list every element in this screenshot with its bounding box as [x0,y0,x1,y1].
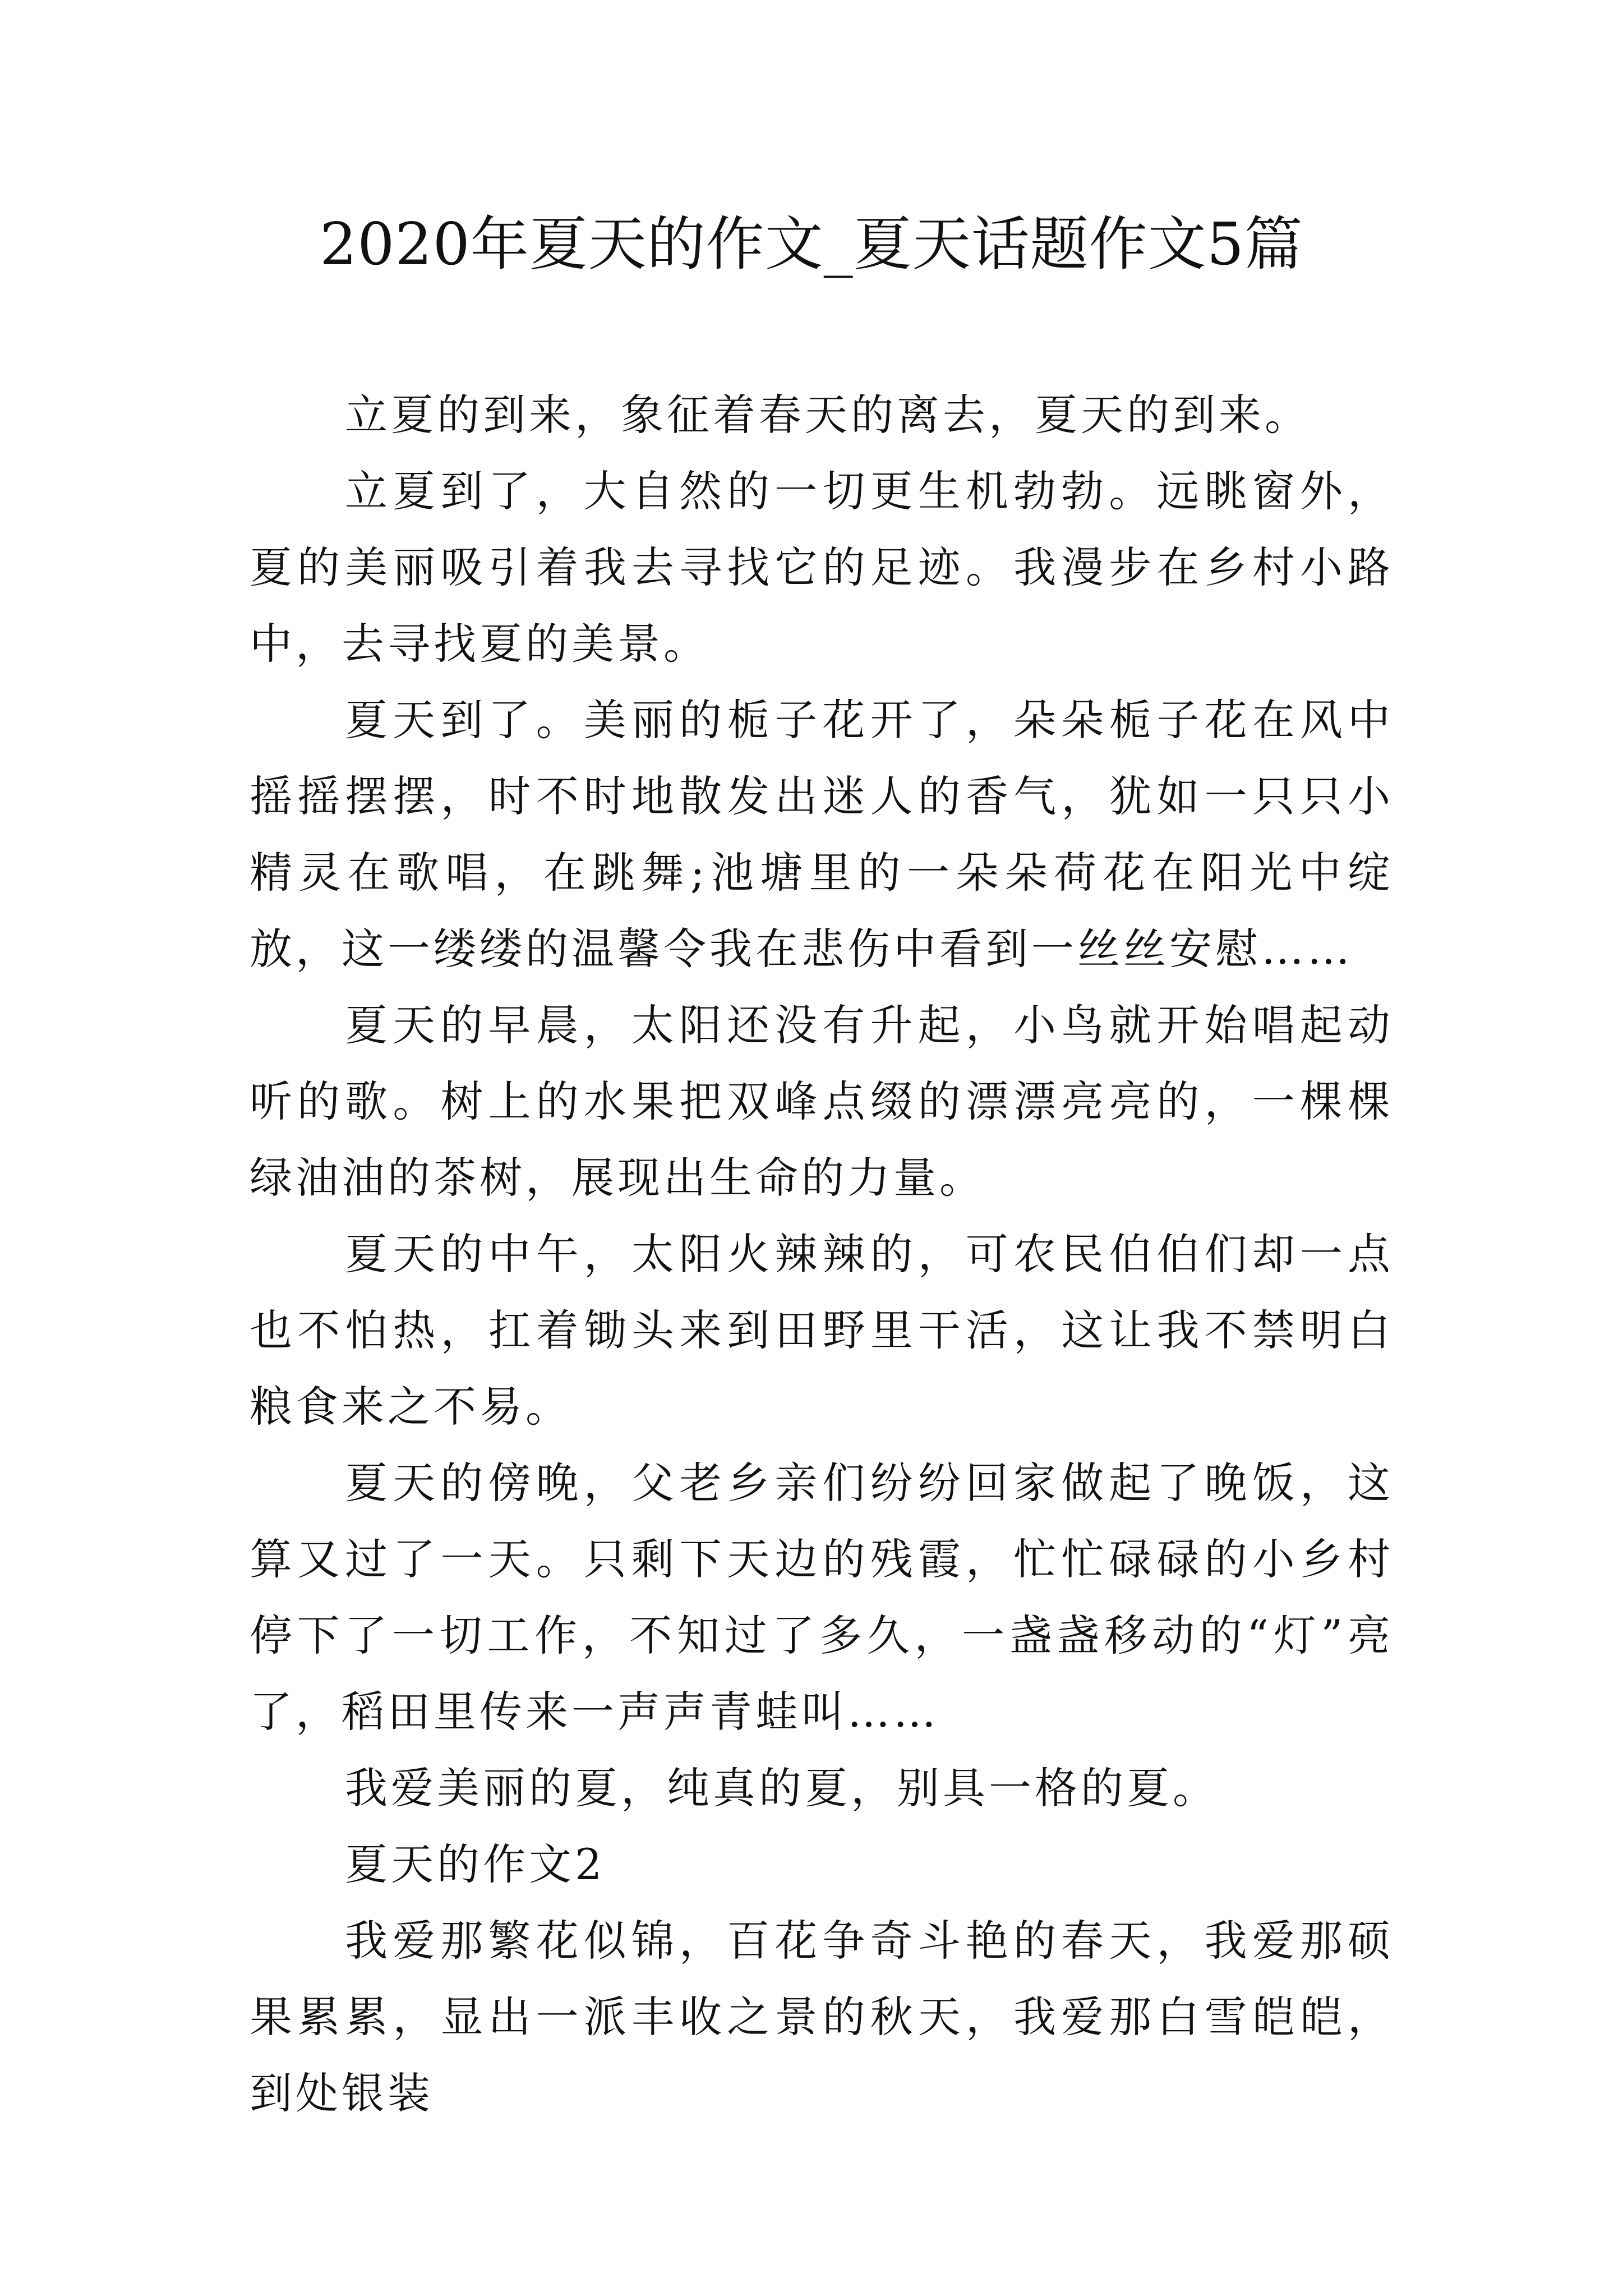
document-body [250,377,1394,2132]
paragraph: 我爱美丽的夏，纯真的夏，别具一格的夏。 [345,1763,1219,1813]
section-heading: 夏天的作文2 [345,1839,606,1889]
paragraph: 夏天的中午，太阳火辣辣的，可农民伯伯们却一点也不怕热，扛着锄头来到田野里干活，这让我不禁明白粮食来之不易。 [250,1229,1394,1432]
paragraph: 夏天到了。美丽的栀子花开了，朵朵栀子花在风中摇摇摆摆，时不时地散发出迷人的香气，犹如一只只小精灵在歌唱，在跳舞;池塘里的一朵朵荷花在阳光中绽放，这一缕缕的温馨令我在悲伤中看到一丝丝安慰…… [250,695,1394,974]
paragraph: 夏天的早晨，太阳还没有升起，小鸟就开始唱起动听的歌。树上的水果把双峰点缀的漂漂亮亮的，一棵棵绿油油的茶树，展现出生命的力量。 [250,1000,1394,1203]
paragraph: 我爱那繁花似锦，百花争奇斗艳的春天，我爱那硕果累累，显出一派丰收之景的秋天，我爱那白雪皑皑，到处银装 [250,1916,1394,2118]
document-title: 2020年夏天的作文_夏天话题作文5篇 [320,210,1303,278]
paragraph: 立夏到了，大自然的一切更生机勃勃。远眺窗外，夏的美丽吸引着我去寻找它的足迹。我漫步在乡村小路中，去寻找夏的美景。 [250,466,1394,669]
paragraph: 立夏的到来，象征着春天的离去，夏天的到来。 [345,390,1311,440]
paragraph: 夏天的傍晚，父老乡亲们纷纷回家做起了晚饭，这算又过了一天。只剩下天边的残霞，忙忙碌碌的小乡村停下了一切工作，不知过了多久，一盏盏移动的“灯”亮了，稻田里传来一声声青蛙叫…… [250,1458,1394,1737]
